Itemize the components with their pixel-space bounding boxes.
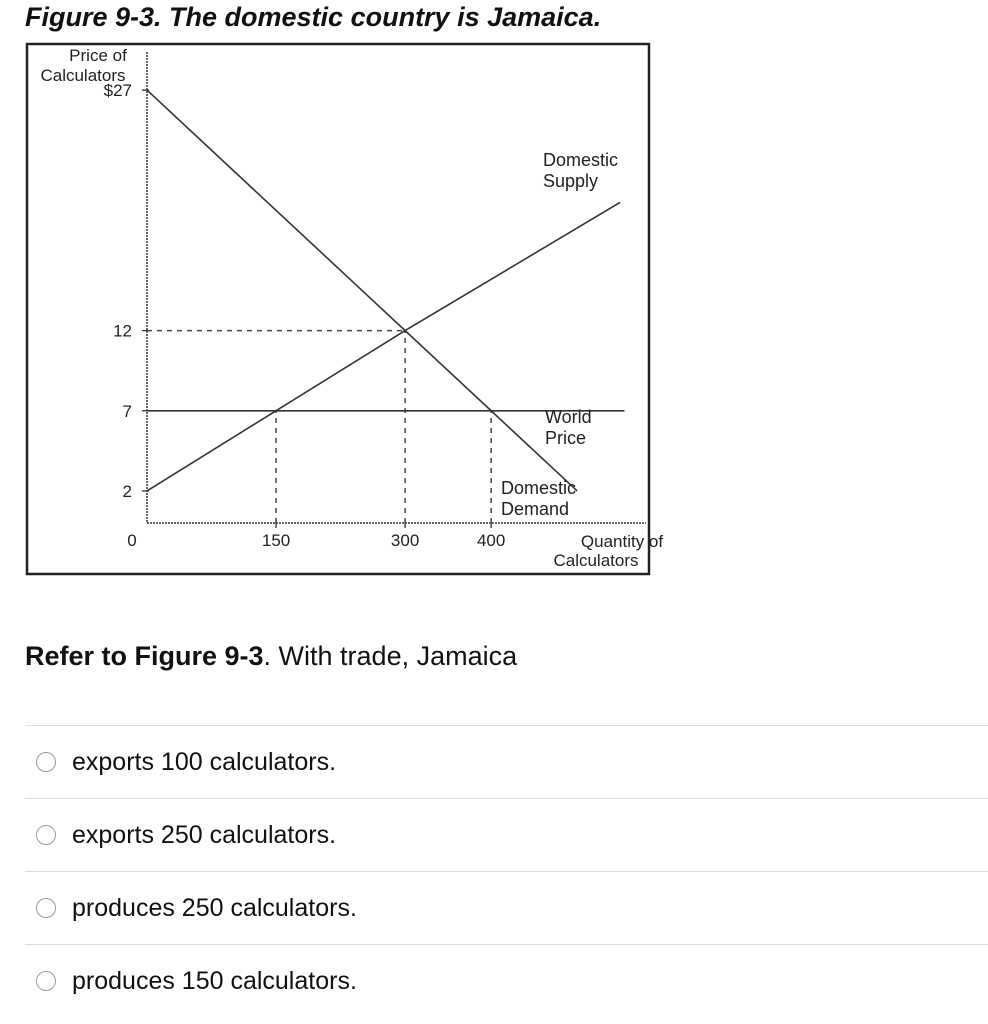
radio-button[interactable] xyxy=(36,971,56,991)
domestic-demand-label: Domestic xyxy=(501,478,577,498)
answer-options xyxy=(25,725,988,1017)
answer-option-label: exports 250 calculators. xyxy=(72,820,337,849)
y-axis-label-line1: Price of xyxy=(69,46,127,65)
figure-title: Figure 9-3. The domestic country is Jamaica. xyxy=(25,2,602,32)
answer-option-1[interactable] xyxy=(25,725,988,798)
question-figure-ref: Refer to Figure 9-3 xyxy=(25,641,264,671)
answer-option-3[interactable] xyxy=(25,871,988,944)
supply-demand-chart xyxy=(26,42,664,577)
x-axis-label-line1: Quantity of xyxy=(580,532,664,551)
radio-button[interactable] xyxy=(36,752,56,772)
x-axis-label-line2: Calculators xyxy=(553,551,639,570)
world-price-label: Price xyxy=(545,428,587,448)
x-tick-label: 0 xyxy=(127,531,137,550)
y-tick-label: 12 xyxy=(113,321,132,341)
answer-option-4[interactable] xyxy=(25,944,988,1017)
x-tick-label: 300 xyxy=(390,531,420,550)
world-price-label: World xyxy=(545,407,592,427)
domestic-demand-label: Demand xyxy=(501,499,570,519)
y-tick-label: 7 xyxy=(122,401,132,421)
domestic-supply-label: Domestic xyxy=(543,150,619,170)
answer-option-2[interactable] xyxy=(25,798,988,871)
domestic-supply-label: Supply xyxy=(543,171,599,191)
x-tick-label: 150 xyxy=(261,531,291,550)
question-text xyxy=(25,641,517,672)
radio-button[interactable] xyxy=(36,825,56,845)
y-tick-label: 2 xyxy=(122,481,132,501)
answer-option-label: produces 250 calculators. xyxy=(72,893,357,922)
radio-button[interactable] xyxy=(36,898,56,918)
y-axis-label-line2: Calculators xyxy=(40,66,126,85)
x-tick-label: 400 xyxy=(476,531,506,550)
answer-option-label: produces 150 calculators. xyxy=(72,966,357,995)
y-tick-label: $27 xyxy=(103,81,132,101)
answer-option-label: exports 100 calculators. xyxy=(72,747,337,776)
question-stem: . With trade, Jamaica xyxy=(263,641,518,671)
